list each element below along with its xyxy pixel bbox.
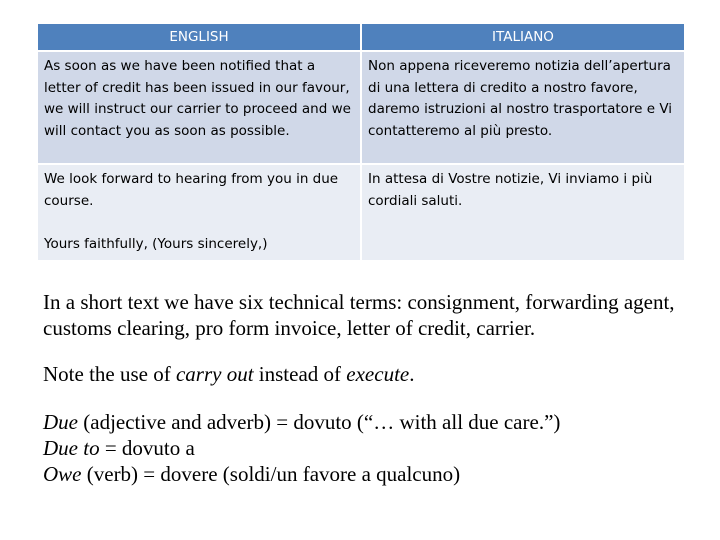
cell-italiano bbox=[362, 165, 684, 260]
definition-due-to bbox=[43, 435, 703, 461]
definition-term: Due to bbox=[43, 436, 100, 460]
cell-english bbox=[38, 52, 360, 163]
note-paragraph bbox=[43, 361, 703, 387]
cell-english bbox=[38, 165, 360, 260]
table-row bbox=[38, 165, 684, 260]
note-prefix: Note the use of bbox=[43, 362, 176, 386]
english-closing: Yours faithfully, (Yours sincerely,) bbox=[44, 236, 268, 252]
english-text: We look forward to hearing from you in due course. bbox=[44, 171, 339, 209]
header-english: ENGLISH bbox=[38, 24, 360, 50]
italian-text: Non appena riceveremo notizia dell’apertura di una lettera di credito a nostro favore, daremo istruzioni al nostro trasportatore e Vi contatteremo al più presto. bbox=[368, 58, 673, 139]
note-term-execute: execute bbox=[346, 362, 410, 386]
technical-terms-paragraph: In a short text we have six technical terms: consignment, forwarding agent, customs clearing, pro form invoice, letter of credit, carrier. bbox=[43, 290, 675, 340]
cell-italiano bbox=[362, 52, 684, 163]
note-end: . bbox=[409, 362, 415, 386]
definition-text: = dovuto a bbox=[99, 436, 195, 460]
note-middle: instead of bbox=[253, 362, 347, 386]
table-header-row bbox=[38, 24, 684, 50]
header-italiano: ITALIANO bbox=[362, 24, 684, 50]
notes-section bbox=[43, 289, 703, 487]
table-row bbox=[38, 52, 684, 163]
definition-term: Owe bbox=[43, 462, 82, 486]
definition-text: (adjective and adverb) = dovuto (“… with all due care.”) bbox=[78, 410, 561, 434]
italian-text: In attesa di Vostre notizie, Vi inviamo i più cordiali saluti. bbox=[368, 171, 653, 209]
english-text: As soon as we have been notified that a letter of credit has been issued in our favour, we will instruct our carrier to proceed and we will contact you as soon as possible. bbox=[44, 58, 351, 139]
definition-owe bbox=[43, 461, 703, 487]
definition-text: (verb) = dovere (soldi/un favore a qualcuno) bbox=[81, 462, 461, 486]
definition-due bbox=[43, 409, 703, 435]
translation-table bbox=[36, 22, 686, 262]
note-term-carry-out: carry out bbox=[175, 362, 254, 386]
definition-term: Due bbox=[43, 410, 78, 434]
